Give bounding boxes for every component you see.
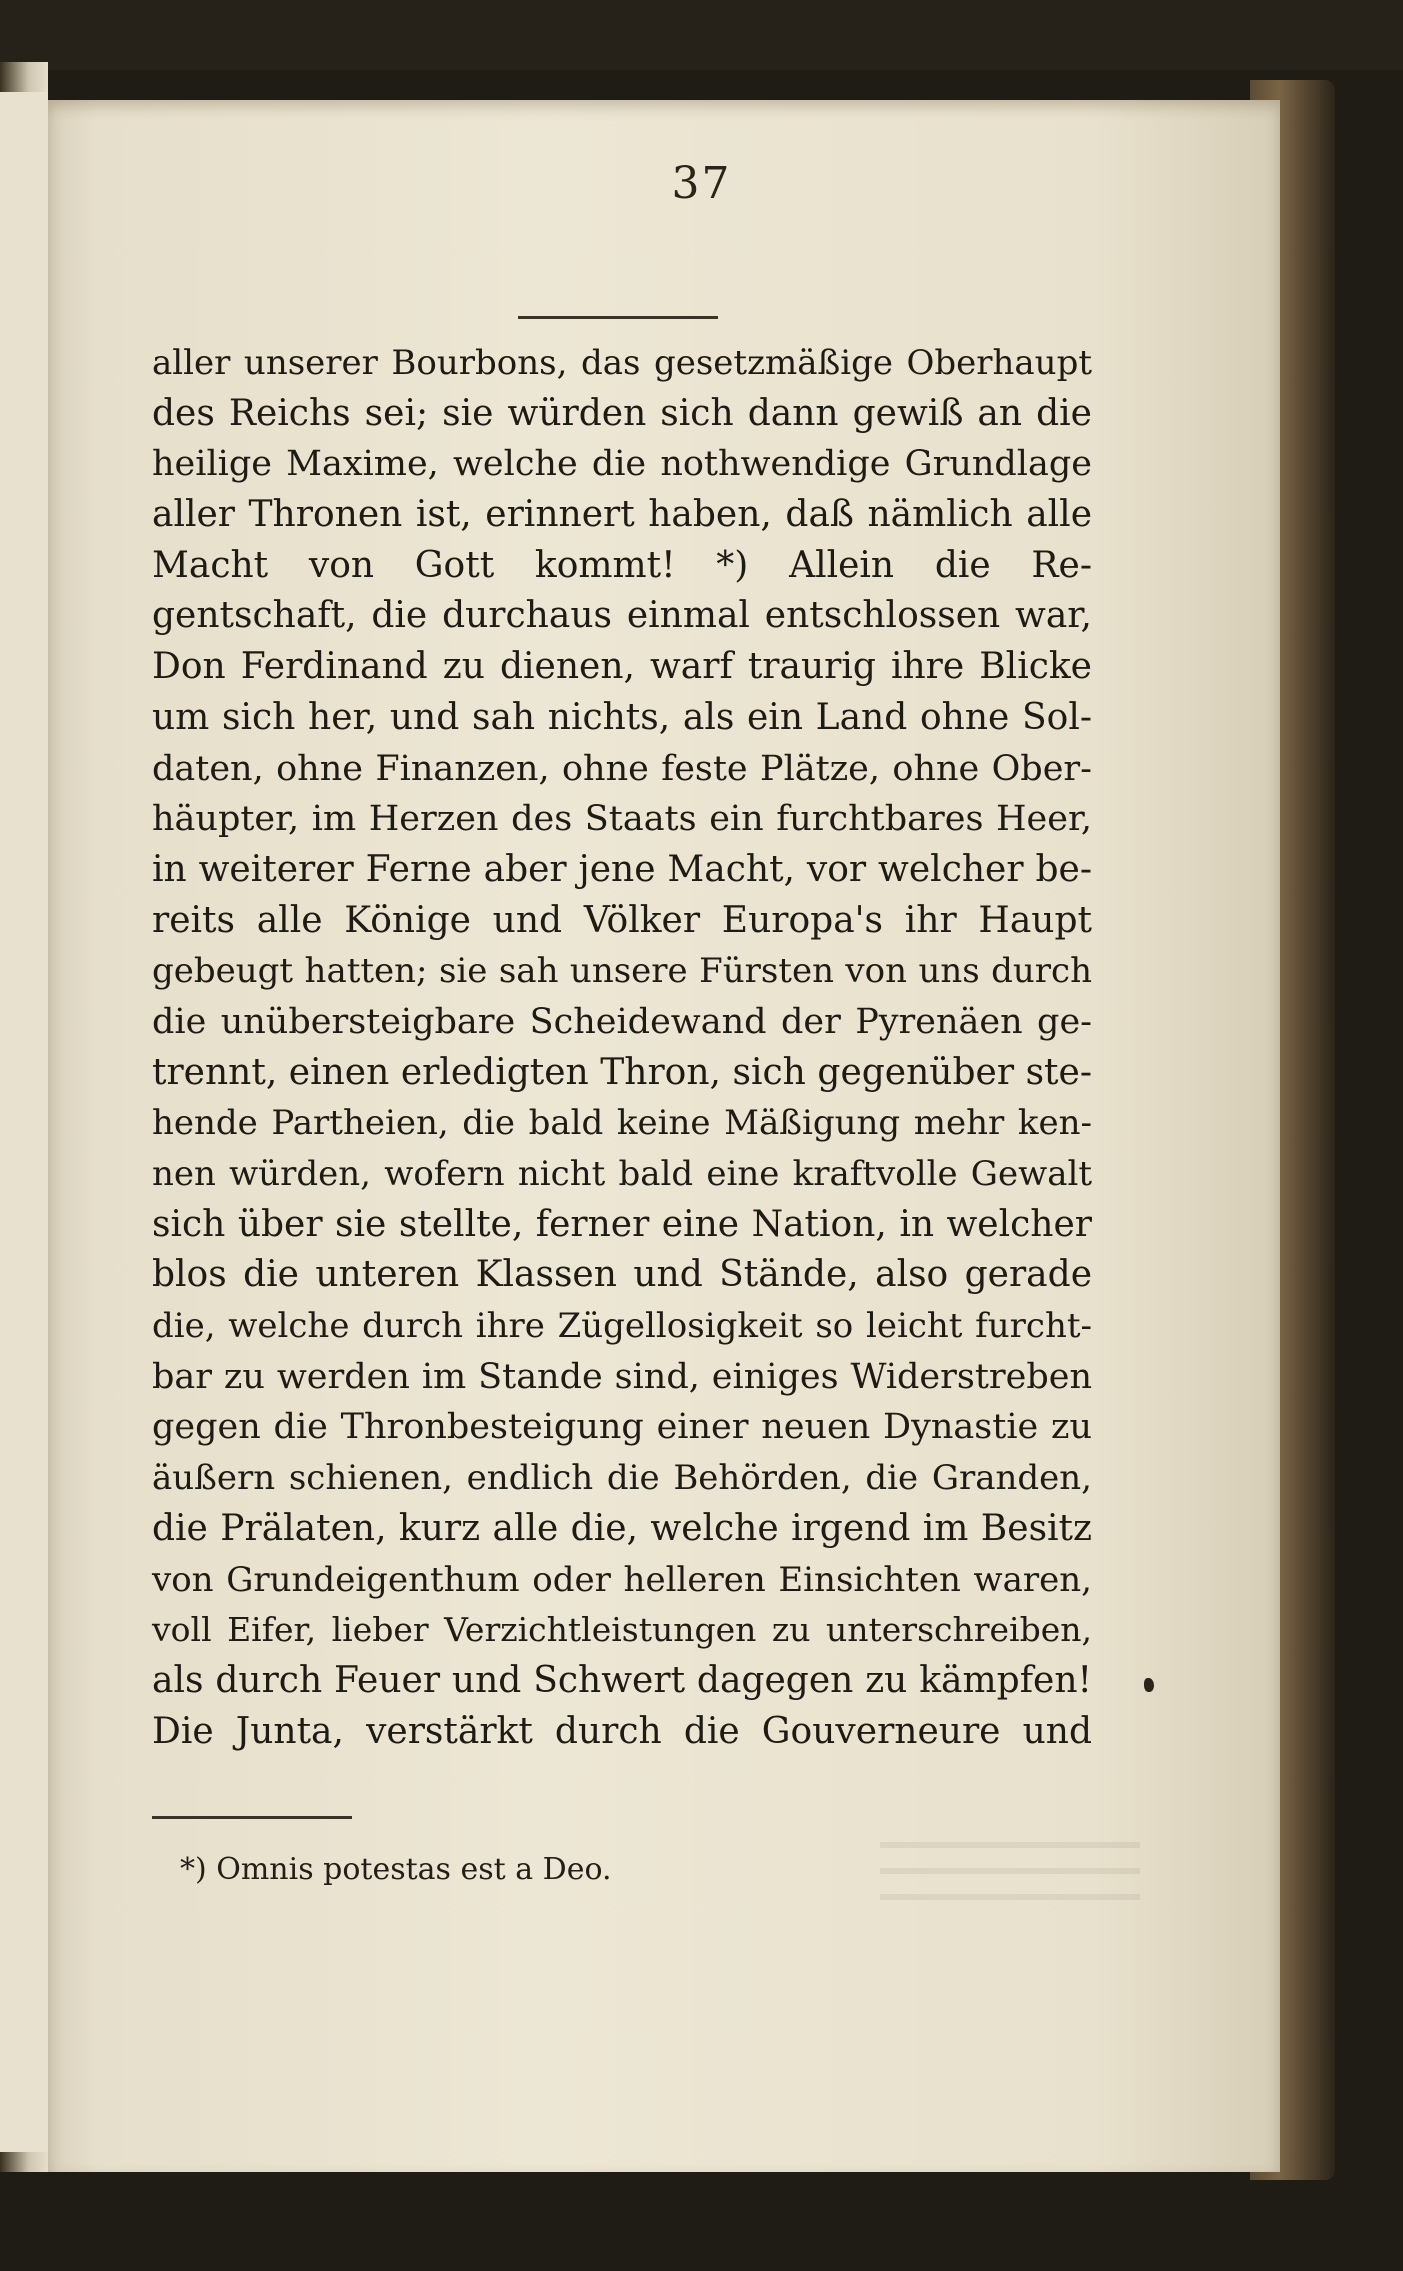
text-line: blos die unteren Klassen und Stände, also gerade	[152, 1254, 1092, 1296]
text-line: Don Ferdinand zu dienen, warf traurig ihre Blicke	[152, 646, 1092, 688]
text-line: des Reichs sei; sie würden sich dann gewiß an die	[152, 392, 1092, 434]
ink-speck	[1144, 1678, 1154, 1692]
text-line: hende Partheien, die bald keine Mäßigung mehr ken-	[152, 1103, 1092, 1144]
text-line: die Prälaten, kurz alle die, welche irgend im Besitz	[152, 1507, 1092, 1549]
text-line: gegen die Thronbesteigung einer neuen Dynastie zu	[152, 1407, 1092, 1448]
page-number: 37	[671, 158, 732, 209]
text-line: bar zu werden im Stande sind, einiges Widerstreben	[152, 1356, 1092, 1397]
text-line: Die Junta, verstärkt durch die Gouverneure und	[152, 1710, 1092, 1752]
facing-page-edge	[0, 92, 48, 2152]
text-line: sich über sie stellte, ferner eine Nation, in welcher	[152, 1203, 1092, 1245]
text-line: die unübersteigbare Scheidewand der Pyrenäen ge-	[152, 1001, 1092, 1042]
text-line: reits alle Könige und Völker Europa's ihr Haupt	[152, 899, 1092, 941]
text-line: nen würden, wofern nicht bald eine kraftvolle Gewalt	[152, 1154, 1092, 1194]
footnote-rule	[152, 1816, 352, 1819]
text-line: gentschaft, die durchaus einmal entschlossen war,	[152, 595, 1092, 637]
text-line: gebeugt hatten; sie sah unsere Fürsten von uns durch	[152, 951, 1092, 992]
text-line: daten, ohne Finanzen, ohne feste Plätze, ohne Ober-	[152, 748, 1092, 789]
show-through-text	[880, 1830, 1140, 1900]
body-text	[152, 338, 1092, 1757]
text-line: aller Thronen ist, erinnert haben, daß nämlich alle	[152, 494, 1092, 536]
text-line: in weiterer Ferne aber jene Macht, vor welcher be-	[152, 848, 1092, 890]
text-line: als durch Feuer und Schwert dagegen zu kämpfen!	[152, 1659, 1092, 1701]
footnote: *) Omnis potestas est a Deo.	[180, 1852, 612, 1887]
text-line: äußern schienen, endlich die Behörden, die Granden,	[152, 1458, 1092, 1499]
text-line: die, welche durch ihre Zügellosigkeit so leicht furcht-	[152, 1306, 1092, 1347]
text-line: aller unserer Bourbons, das gesetzmäßige Oberhaupt	[152, 343, 1092, 383]
text-line: voll Eifer, lieber Verzichtleistungen zu unterschreiben,	[152, 1610, 1092, 1650]
text-line: trennt, einen erledigten Thron, sich gegenüber ste-	[152, 1051, 1092, 1093]
text-line: häupter, im Herzen des Staats ein furchtbares Heer,	[152, 799, 1092, 840]
text-line: um sich her, und sah nichts, als ein Land ohne Sol-	[152, 696, 1092, 738]
scan-background	[0, 0, 1403, 70]
text-line: von Grundeigenthum oder helleren Einsichten waren,	[152, 1559, 1092, 1600]
text-line: Macht von Gott kommt! *) Allein die Re-	[152, 544, 1092, 586]
text-line: heilige Maxime, welche die nothwendige Grundlage	[152, 444, 1092, 485]
header-rule	[518, 316, 718, 319]
